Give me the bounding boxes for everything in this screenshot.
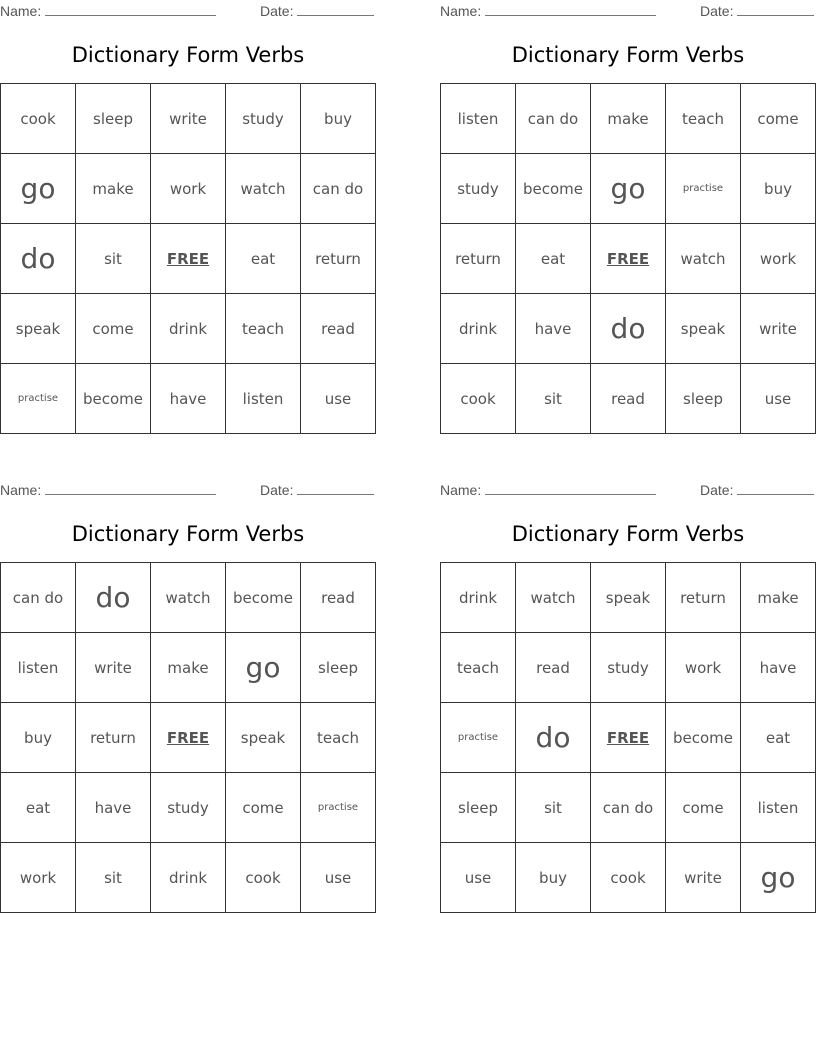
- word-cell: watch: [226, 154, 301, 224]
- date-blank-line[interactable]: [737, 483, 814, 495]
- word-cell: do: [1, 224, 76, 294]
- word-cell: buy: [516, 843, 591, 913]
- name-field[interactable]: [0, 482, 216, 498]
- word-cell: work: [151, 154, 226, 224]
- name-field[interactable]: [440, 482, 656, 498]
- word-cell: eat: [741, 703, 816, 773]
- name-blank-line[interactable]: [45, 4, 216, 16]
- word-cell: return: [76, 703, 151, 773]
- word-cell: cook: [591, 843, 666, 913]
- word-cell: speak: [1, 294, 76, 364]
- word-cell: teach: [301, 703, 376, 773]
- grid-row: [441, 224, 816, 294]
- word-cell: listen: [1, 633, 76, 703]
- grid-row: [441, 84, 816, 154]
- word-cell: have: [516, 294, 591, 364]
- word-cell: buy: [741, 154, 816, 224]
- name-blank-line[interactable]: [485, 4, 656, 16]
- word-cell: sit: [516, 364, 591, 434]
- card-title: Dictionary Form Verbs: [71, 43, 305, 67]
- word-cell: drink: [441, 563, 516, 633]
- word-cell: make: [151, 633, 226, 703]
- name-label: Name:: [440, 3, 482, 19]
- word-cell: can do: [591, 773, 666, 843]
- word-cell: make: [741, 563, 816, 633]
- word-cell: eat: [226, 224, 301, 294]
- bingo-grid: [440, 562, 816, 913]
- grid-row: [1, 703, 376, 773]
- word-cell: work: [1, 843, 76, 913]
- word-cell: study: [591, 633, 666, 703]
- word-cell: sit: [76, 843, 151, 913]
- word-cell: cook: [441, 364, 516, 434]
- name-label: Name:: [440, 482, 482, 498]
- word-cell: sit: [516, 773, 591, 843]
- word-cell: have: [151, 364, 226, 434]
- free-space-cell: FREE: [151, 224, 226, 294]
- word-cell: sit: [76, 224, 151, 294]
- word-cell: have: [741, 633, 816, 703]
- word-cell: work: [666, 633, 741, 703]
- word-cell: practise: [301, 773, 376, 843]
- name-field[interactable]: [0, 3, 216, 19]
- word-cell: study: [226, 84, 301, 154]
- word-cell: use: [441, 843, 516, 913]
- bingo-grid: [440, 83, 816, 434]
- name-label: Name:: [0, 3, 42, 19]
- date-field[interactable]: [700, 3, 814, 19]
- grid-row: [441, 703, 816, 773]
- word-cell: can do: [1, 563, 76, 633]
- word-cell: read: [301, 294, 376, 364]
- grid-row: [1, 773, 376, 843]
- bingo-grid: [0, 562, 376, 913]
- word-cell: practise: [666, 154, 741, 224]
- word-cell: come: [226, 773, 301, 843]
- grid-row: [1, 843, 376, 913]
- word-cell: have: [76, 773, 151, 843]
- word-cell: work: [741, 224, 816, 294]
- word-cell: return: [441, 224, 516, 294]
- word-cell: do: [591, 294, 666, 364]
- word-cell: make: [591, 84, 666, 154]
- word-cell: write: [741, 294, 816, 364]
- grid-row: [441, 773, 816, 843]
- word-cell: study: [441, 154, 516, 224]
- grid-row: [441, 364, 816, 434]
- date-label: Date:: [260, 482, 294, 498]
- word-cell: practise: [441, 703, 516, 773]
- date-blank-line[interactable]: [297, 4, 374, 16]
- bingo-card-3: [0, 479, 376, 914]
- word-cell: do: [516, 703, 591, 773]
- date-label: Date:: [260, 3, 294, 19]
- bingo-card-2: [440, 0, 816, 435]
- word-cell: come: [76, 294, 151, 364]
- grid-row: [441, 843, 816, 913]
- grid-row: [441, 294, 816, 364]
- word-cell: teach: [226, 294, 301, 364]
- word-cell: use: [741, 364, 816, 434]
- word-cell: drink: [441, 294, 516, 364]
- word-cell: go: [1, 154, 76, 224]
- grid-row: [1, 84, 376, 154]
- word-cell: listen: [441, 84, 516, 154]
- free-space-cell: FREE: [151, 703, 226, 773]
- word-cell: read: [516, 633, 591, 703]
- free-space-cell: FREE: [591, 703, 666, 773]
- date-field[interactable]: [260, 482, 374, 498]
- word-cell: come: [741, 84, 816, 154]
- word-cell: cook: [226, 843, 301, 913]
- word-cell: become: [516, 154, 591, 224]
- word-cell: read: [591, 364, 666, 434]
- word-cell: drink: [151, 843, 226, 913]
- word-cell: eat: [516, 224, 591, 294]
- date-blank-line[interactable]: [737, 4, 814, 16]
- word-cell: drink: [151, 294, 226, 364]
- word-cell: go: [591, 154, 666, 224]
- word-cell: teach: [666, 84, 741, 154]
- word-cell: speak: [591, 563, 666, 633]
- word-cell: listen: [226, 364, 301, 434]
- card-title: Dictionary Form Verbs: [71, 522, 305, 546]
- word-cell: watch: [516, 563, 591, 633]
- word-cell: teach: [441, 633, 516, 703]
- word-cell: can do: [516, 84, 591, 154]
- grid-row: [441, 154, 816, 224]
- word-cell: sleep: [76, 84, 151, 154]
- word-cell: write: [76, 633, 151, 703]
- word-cell: sleep: [301, 633, 376, 703]
- card-title: Dictionary Form Verbs: [511, 522, 745, 546]
- grid-row: [1, 224, 376, 294]
- card-title: Dictionary Form Verbs: [511, 43, 745, 67]
- word-cell: write: [151, 84, 226, 154]
- word-cell: make: [76, 154, 151, 224]
- word-cell: go: [226, 633, 301, 703]
- word-cell: cook: [1, 84, 76, 154]
- word-cell: use: [301, 843, 376, 913]
- free-space-cell: FREE: [591, 224, 666, 294]
- word-cell: watch: [151, 563, 226, 633]
- word-cell: watch: [666, 224, 741, 294]
- name-blank-line[interactable]: [45, 483, 216, 495]
- word-cell: listen: [741, 773, 816, 843]
- word-cell: eat: [1, 773, 76, 843]
- date-field[interactable]: [700, 482, 814, 498]
- word-cell: sleep: [666, 364, 741, 434]
- name-blank-line[interactable]: [485, 483, 656, 495]
- date-blank-line[interactable]: [297, 483, 374, 495]
- grid-row: [1, 364, 376, 434]
- date-label: Date:: [700, 482, 734, 498]
- word-cell: return: [301, 224, 376, 294]
- grid-row: [1, 294, 376, 364]
- word-cell: study: [151, 773, 226, 843]
- name-label: Name:: [0, 482, 42, 498]
- word-cell: read: [301, 563, 376, 633]
- word-cell: return: [666, 563, 741, 633]
- word-cell: can do: [301, 154, 376, 224]
- word-cell: sleep: [441, 773, 516, 843]
- grid-row: [441, 563, 816, 633]
- bingo-card-4: [440, 479, 816, 914]
- word-cell: come: [666, 773, 741, 843]
- word-cell: do: [76, 563, 151, 633]
- word-cell: go: [741, 843, 816, 913]
- bingo-card-1: [0, 0, 376, 435]
- grid-row: [441, 633, 816, 703]
- word-cell: speak: [226, 703, 301, 773]
- grid-row: [1, 633, 376, 703]
- grid-row: [1, 154, 376, 224]
- date-label: Date:: [700, 3, 734, 19]
- word-cell: practise: [1, 364, 76, 434]
- grid-row: [1, 563, 376, 633]
- word-cell: become: [76, 364, 151, 434]
- name-field[interactable]: [440, 3, 656, 19]
- word-cell: buy: [301, 84, 376, 154]
- word-cell: use: [301, 364, 376, 434]
- date-field[interactable]: [260, 3, 374, 19]
- word-cell: speak: [666, 294, 741, 364]
- word-cell: write: [666, 843, 741, 913]
- word-cell: become: [226, 563, 301, 633]
- bingo-grid: [0, 83, 376, 434]
- word-cell: buy: [1, 703, 76, 773]
- word-cell: become: [666, 703, 741, 773]
